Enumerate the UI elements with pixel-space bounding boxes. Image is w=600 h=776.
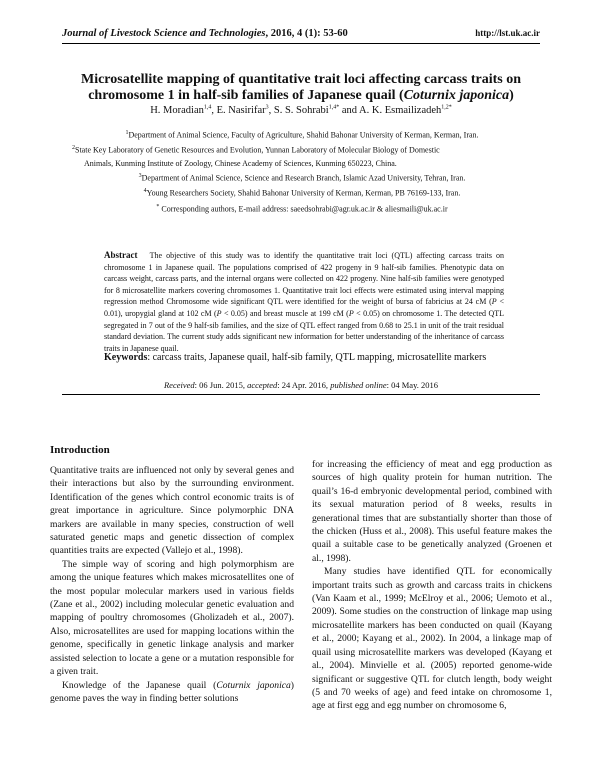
header-rule — [62, 43, 540, 44]
paper-title: Microsatellite mapping of quantitative trait loci affecting carcass traits on chromosome 1 in half-sib families of Japanese quail (Coturnix japonica) — [80, 72, 521, 103]
author-3: , S. S. Sohrabi$^{1,4*}$ — [268, 104, 340, 116]
corresponding-authors: * Corresponding authors, E-mail address: saeedsohrabi@agr.uk.ac.ir & aliesmaili@uk.ac.ir — [156, 203, 448, 214]
journal-header — [62, 24, 540, 46]
affiliations — [72, 127, 532, 216]
author-2: , E. Nasirifar$^3$ — [211, 104, 269, 116]
paragraph: Knowledge of the Japanese quail (Coturnix japonica) genome paves the way in finding better solutions — [50, 679, 294, 704]
affiliation-1: $^1$Department of Animal Science, Faculty of Agriculture, Shahid Bahonar University of Kerman, Kerman, Iran. — [125, 130, 479, 140]
affiliation-3: $^3$Department of Animal Science, Science and Research Branch, Islamic Azad University, Tehran, Iran. — [138, 173, 466, 183]
author-4: and A. K. Esmailizadeh$^{1,2*}$ — [339, 104, 452, 116]
abstract: Abstract The objective of this study was to identify the quantitative trait loci (QTL) affecting carcass traits on chromosome 1 in Japanese quail. The populations comprised of 422 progeny in 9 half-sib families. Phenotypic data on carcass weight, carcass parts, and the internal organs were collected on 422 progeny. Nine half-sib families were genotyped for 8 microsatellite markers covering chromosomes 1. Quantitative trait loci effects were estimated using interval mapping regression method Chromosome wide significant QTL were identified for the weight of bursa of fabricius at 24 cM (P < 0.01), uropygial gland at 102 cM (P < 0.05) and breast muscle at 199 cM (P < 0.05) on chromosome 1. The detected QTL segregated in 7 out of the 9 half-sib families, and the size of QTL effect ranged from 0.68 to 25.1 in unit of the trait residual standard deviation. The current study adds significant new information for better understanding of the inheritance of carcass traits in Japanese quail. — [104, 250, 505, 353]
paragraph: Many studies have identified QTL for economically important traits such as growth and carcass traits in chickens (Van Kaam et al., 1999; McElroy et al., 2006; Uemoto et al., 2009). Some studies on the construction of linkage map using microsatellite markers has been conducted on quail (Kayang et al., 2000; Kayang et al., 2002). In 2004, a linkage map of quail using microsatellite markers was developed (Kayang et al., 2004). Minvielle et al. (2005) reported genome-wide significant or suggestive QTL for clutch length, body weight (5 and 70 weeks of age) and feed intake on chromosome 1, age at first egg and egg number on chromosome 6, — [312, 566, 552, 712]
author-list — [62, 104, 540, 116]
received-dates: Received: 06 Jun. 2015, accepted: 24 Apr. 2016, published online: 04 May. 2016 — [163, 380, 439, 390]
keywords-label: Keywords — [104, 352, 148, 363]
affiliation-2-cont: Animals, Kunming Institute of Zoology, Chinese Academy of Sciences, Kunming 650223, China. — [84, 158, 397, 168]
affiliation-4: $^4$Young Researchers Society, Shahid Bahonar University of Kerman, Kerman, PB 76169-133, Iran. — [143, 188, 461, 198]
right-column — [312, 458, 552, 713]
journal-citation: Journal of Livestock Science and Technologies, 2016, 4 (1): 53-60 — [62, 28, 348, 39]
section-divider — [62, 394, 540, 395]
introduction-heading: Introduction — [50, 444, 110, 456]
left-column — [50, 464, 294, 705]
journal-url[interactable]: http://lst.uk.ac.ir — [475, 28, 540, 38]
paragraph: for increasing the efficiency of meat and egg production as sources of high quality protein for human nutrition. The quail’s 16-d embryonic developmental period, combined with its sexual maturation period of 8 weeks, results in generational times that are substantially shorter than those of the chicken (Huss et al., 2008). This useful feature makes the quail a suitable case to be genetically analyzed (Groenen et al., 1998). — [312, 459, 552, 564]
affiliation-2: $^2$State Key Laboratory of Genetic Resources and Evolution, Yunnan Laboratory of Molecular Biology of Domestic — [72, 145, 440, 155]
author-1: H. Moradian$^{1,4}$ — [150, 104, 212, 116]
paragraph: Quantitative traits are influenced not only by several genes and their interactions but also by the surrounding environment. Identification of the genes which control economic traits is of great importance in agriculture. Since polymorphic DNA markers are available in many species, construction of well saturated genetic maps and genetic dissection of complex quantities traits are expected (Vallejo et al., 1998). — [50, 465, 294, 557]
abstract-label: Abstract — [104, 250, 138, 260]
paragraph: The simple way of scoring and high polymorphism are among the unique features which makes microsatellites one of the most popular molecular markers used in various fields (Zane et al., 2002) including molecular genetic evaluation and mapping of poultry chromosomes (Gholizadeh et al., 2007). Also, microsatellites are used for mapping locations within the genome, specifically in genetic linkage analysis and marker assisted selection to locate a gene or a mutation responsible for a given trait. — [50, 558, 294, 678]
keywords: Keywords: carcass traits, Japanese quail, half-sib family, QTL mapping, microsatellite markers — [104, 352, 487, 363]
